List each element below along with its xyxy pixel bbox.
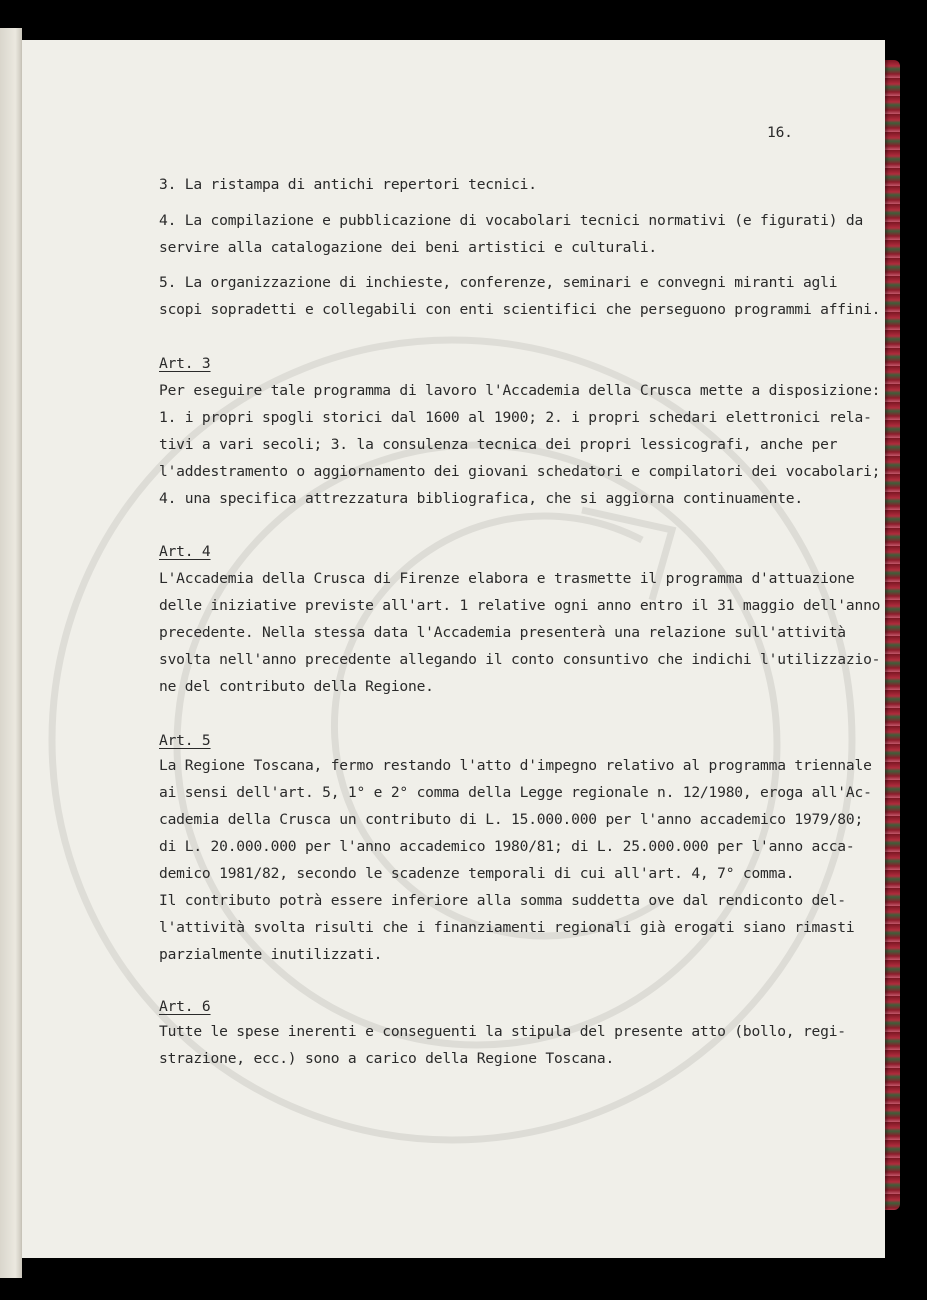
article-6-heading: Art. 6 [159, 998, 211, 1015]
page-number: 16. [767, 124, 793, 141]
article-5-line: ai sensi dell'art. 5, 1° e 2° comma della Legge regionale n. 12/1980, eroga all'Ac- [159, 784, 872, 801]
article-3-line: l'addestramento o aggiornamento dei giovani schedatori e compilatori dei vocabolari; [159, 463, 881, 480]
list-item-5-line-2: scopi sopradetti e collegabili con enti scientifici che perseguono programmi affini. [159, 301, 881, 318]
article-4-heading: Art. 4 [159, 543, 211, 560]
article-3-line: 1. i propri spogli storici dal 1600 al 1900; 2. i propri schedari elettronici rela- [159, 409, 872, 426]
article-3-line: tivi a vari secoli; 3. la consulenza tecnica dei propri lessicografi, anche per [159, 436, 838, 453]
article-4-line: L'Accademia della Crusca di Firenze elabora e trasmette il programma d'attuazione [159, 570, 855, 587]
article-5-line: La Regione Toscana, fermo restando l'atto d'impegno relativo al programma triennale [159, 757, 872, 774]
article-3-line: Per eseguire tale programma di lavoro l'Accademia della Crusca mette a disposizione: [159, 382, 881, 399]
article-5-line: cademia della Crusca un contributo di L. 15.000.000 per l'anno accademico 1979/80; [159, 811, 864, 828]
article-5-line: Il contributo potrà essere inferiore alla somma suddetta ove dal rendiconto del- [159, 892, 846, 909]
article-4-line: precedente. Nella stessa data l'Accademia presenterà una relazione sull'attività [159, 624, 846, 641]
document-page [22, 40, 885, 1258]
article-5-line: parzialmente inutilizzati. [159, 946, 383, 963]
article-5-line: di L. 20.000.000 per l'anno accademico 1980/81; di L. 25.000.000 per l'anno acca- [159, 838, 855, 855]
article-6-line: Tutte le spese inerenti e conseguenti la stipula del presente atto (bollo, regi- [159, 1023, 846, 1040]
article-3-heading: Art. 3 [159, 355, 211, 372]
list-item-3: 3. La ristampa di antichi repertori tecnici. [159, 176, 537, 193]
article-3-line: 4. una specifica attrezzatura bibliografica, che si aggiorna continuamente. [159, 490, 803, 507]
list-item-5-line-1: 5. La organizzazione di inchieste, conferenze, seminari e convegni miranti agli [159, 274, 838, 291]
list-item-4-line-1: 4. La compilazione e pubblicazione di vocabolari tecnici normativi (e figurati) da [159, 212, 864, 229]
article-4-line: ne del contributo della Regione. [159, 678, 434, 695]
facing-page-edge [0, 28, 22, 1278]
article-5-heading: Art. 5 [159, 732, 211, 749]
article-5-line: demico 1981/82, secondo le scadenze temporali di cui all'art. 4, 7° comma. [159, 865, 795, 882]
article-6-line: strazione, ecc.) sono a carico della Regione Toscana. [159, 1050, 615, 1067]
list-item-4-line-2: servire alla catalogazione dei beni artistici e culturali. [159, 239, 657, 256]
article-4-line: delle iniziative previste all'art. 1 relative ogni anno entro il 31 maggio dell'anno [159, 597, 881, 614]
page-text [22, 40, 881, 1067]
article-4-line: svolta nell'anno precedente allegando il conto consuntivo che indichi l'utilizzazio- [159, 651, 881, 668]
article-5-line: l'attività svolta risulti che i finanziamenti regionali già erogati siano rimasti [159, 919, 855, 936]
